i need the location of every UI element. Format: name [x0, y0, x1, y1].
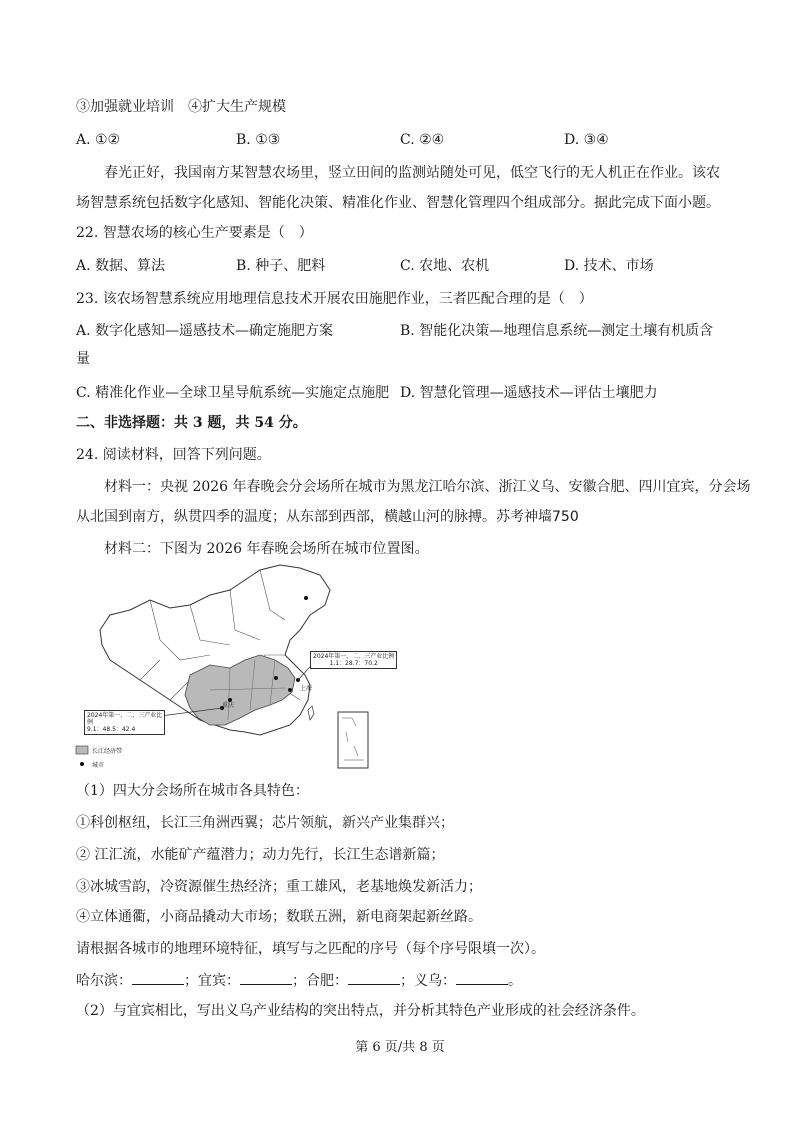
q23-option-c: C. 精准化作业—全球卫星导航系统—实施定点施肥 [76, 385, 390, 401]
q22-option-a: A. 数据、算法 [76, 258, 166, 274]
legend-city-label: 城市 [92, 762, 105, 769]
blank-yiwu[interactable] [456, 970, 508, 985]
page-footer: 第 6 页/共 8 页 [355, 1040, 445, 1055]
city-dot-yiwu [288, 688, 292, 692]
map-city-label-shanghai: 上海 [300, 685, 313, 692]
blank-yibin[interactable] [240, 970, 292, 985]
q23-stem: 23. 该农场智慧系统应用地理信息技术开展农田施肥作业，三者匹配合理的是（ ） [76, 291, 593, 307]
q21-options-3-4: ③加强就业培训 ④扩大生产规模 [76, 99, 286, 115]
sub1-instruction: 请根据各城市的地理环境特征，填写与之匹配的序号（每个序号限填一次）。 [76, 941, 545, 957]
island-taiwan [308, 706, 314, 720]
material-2: 材料二：下图为 2026 年春晚会场所在城市位置图。 [104, 541, 429, 557]
map-city-label-chongqing: 重庆 [222, 702, 235, 709]
material-1-line-2: 从北国到南方，纵贯四季的温度；从东部到西部，横越山河的脉搏。苏考神墙750 [76, 509, 579, 525]
q23-option-a: A. 数字化感知—遥感技术—确定施肥方案 [76, 323, 334, 339]
legend-region-swatch [76, 746, 88, 754]
q21-option-d: D. ③④ [564, 132, 609, 148]
material-1-line-1: 材料一：央视 2026 年春晚会分会场所在城市为黑龙江哈尔滨、浙江义乌、安徽合肥、四川宜宾，分会场 [104, 479, 751, 495]
q21-option-b: B. ①③ [236, 132, 281, 148]
q21-option-a: A. ①② [76, 132, 121, 148]
map-label-left: 2024年第一、二、三产业比 例 9.1：48.5：42.4 [84, 710, 165, 735]
watermark-text: 苏考神墙750 [496, 509, 579, 525]
sub1-item-1: ①科创枢纽，长江三角洲西翼；芯片领航，新兴产业集群兴； [76, 815, 454, 831]
q22-option-d: D. 技术、市场 [564, 258, 654, 274]
passage-line-1: 春光正好，我国南方某智慧农场里，竖立田间的监测站随处可见，低空飞行的无人机正在作业。该农 [104, 165, 720, 181]
map-label-right: 2024年第一、二、三产业比例 1.1：28.7：70.2 [310, 651, 397, 669]
fill-in-line: 哈尔滨： ；宜宾： ；合肥： ；义乌： 。 [76, 970, 522, 990]
city-dot-hefei [274, 676, 278, 680]
q23-option-b: B. 智能化决策—地理信息系统—测定土壤有机质含 [400, 323, 714, 339]
q22-stem: 22. 智慧农场的核心生产要素是（ ） [76, 225, 313, 241]
sub1-item-4: ④立体通衢，小商品撬动大市场；数联五洲，新电商架起新丝路。 [76, 909, 482, 925]
q23-option-d: D. 智慧化管理—遥感技术—评估土壤肥力 [400, 385, 658, 401]
q22-option-b: B. 种子、肥料 [236, 258, 326, 274]
q23-option-b-cont: 量 [76, 351, 90, 367]
city-dot-harbin [304, 596, 308, 600]
q21-option-c: C. ②④ [400, 132, 445, 148]
legend-city-dot [80, 762, 84, 766]
q22-option-c: C. 农地、农机 [400, 258, 490, 274]
section-2-title: 二、非选择题：共 3 题，共 54 分。 [76, 415, 307, 431]
blank-hefei[interactable] [348, 970, 400, 985]
sub1-item-2: ② 江汇流，水能矿产蕴潜力；动力先行，长江生态谱新篇； [76, 847, 445, 863]
sub1-title: （1）四大分会场所在城市各具特色： [76, 783, 309, 799]
legend-region-label: 长江经济带 [92, 748, 123, 755]
passage-line-2: 场智慧系统包括数字化感知、智能化决策、精准化作业、智慧化管理四个组成部分。据此完成下面小题。 [76, 195, 720, 211]
q24-stem: 24. 阅读材料，回答下列问题。 [76, 447, 271, 463]
sub1-item-3: ③冰城雪韵，冷资源催生热经济；重工雄风，老基地焕发新活力； [76, 879, 482, 895]
sub2-question: （2）与宜宾相比，写出义乌产业结构的突出特点，并分析其特色产业形成的社会经济条件。 [76, 1003, 645, 1019]
blank-harbin[interactable] [132, 970, 184, 985]
